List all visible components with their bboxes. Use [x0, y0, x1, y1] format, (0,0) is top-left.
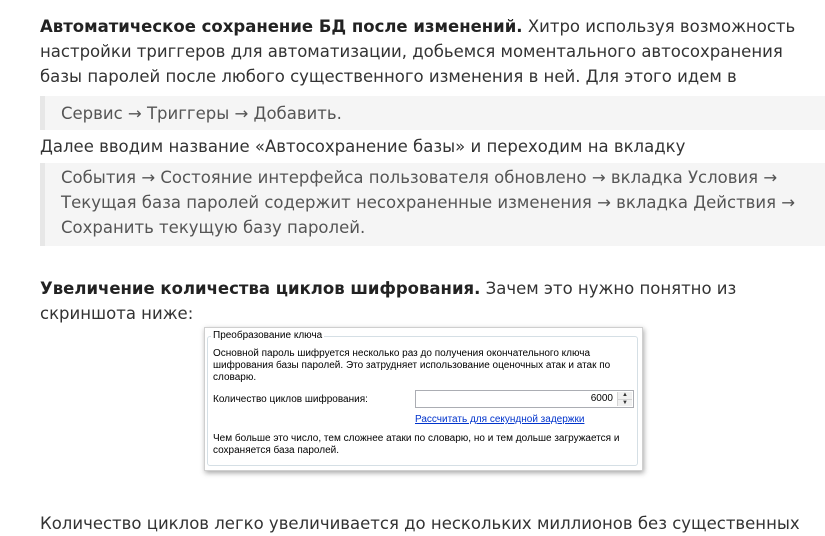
paragraph-trigger-name: Далее вводим название «Автосохранение базы» и переходим на вкладку — [40, 137, 686, 156]
paragraph-encryption-rounds — [40, 276, 825, 326]
paragraph-rounds-increase: Количество циклов легко увеличивается до нескольких миллионов без существенных — [40, 514, 800, 533]
calculate-delay-link[interactable]: Рассчитать для секундной задержки — [415, 414, 585, 425]
key-transformation-group-title: Преобразование ключа — [213, 330, 323, 341]
key-transformation-screenshot — [204, 327, 643, 471]
key-transformation-description: Основной пароль шифруется несколько раз до получения окончательного ключа шифрования базы паролей. Это затрудняет использование оценочных атак и атак по словарю. — [213, 348, 611, 383]
stepper-down-icon[interactable]: ▼ — [618, 399, 632, 406]
encryption-rounds-text: Зачем это нужно понятно из скриншота ниже: — [40, 279, 737, 323]
autosave-heading: Автоматическое сохранение БД после изменений. — [40, 17, 523, 36]
trigger-settings-quote — [40, 163, 825, 246]
encryption-rounds-heading: Увеличение количества циклов шифрования. — [40, 279, 481, 298]
encryption-rounds-stepper[interactable] — [415, 390, 634, 408]
paragraph-autosave — [40, 14, 825, 89]
stepper-buttons — [617, 392, 632, 406]
article-body — [40, 14, 825, 326]
key-transformation-note: Чем больше это число, тем сложнее атаки по словарю, но и тем дольше загружается и сохраняется база паролей. — [213, 433, 620, 456]
trigger-settings-text: События → Состояние интерфейса пользователя обновлено → вкладка Условия → Текущая база паролей содержит несохраненные изменения → вкладка Действия → Сохранить текущую базу паролей. — [61, 168, 796, 237]
autosave-text: Хитро используя возможность настройки триггеров для автоматизации, добьемся моментального автосохранения базы паролей после любого существенного изменения в ней. Для этого идем в — [40, 17, 796, 86]
menu-path-text: Сервис → Триггеры → Добавить. — [61, 104, 342, 123]
encryption-rounds-value: 6000 — [590, 393, 613, 404]
menu-path-quote — [40, 96, 825, 130]
stepper-up-icon[interactable]: ▲ — [618, 392, 632, 399]
encryption-rounds-label: Количество циклов шифрования: — [213, 394, 368, 405]
